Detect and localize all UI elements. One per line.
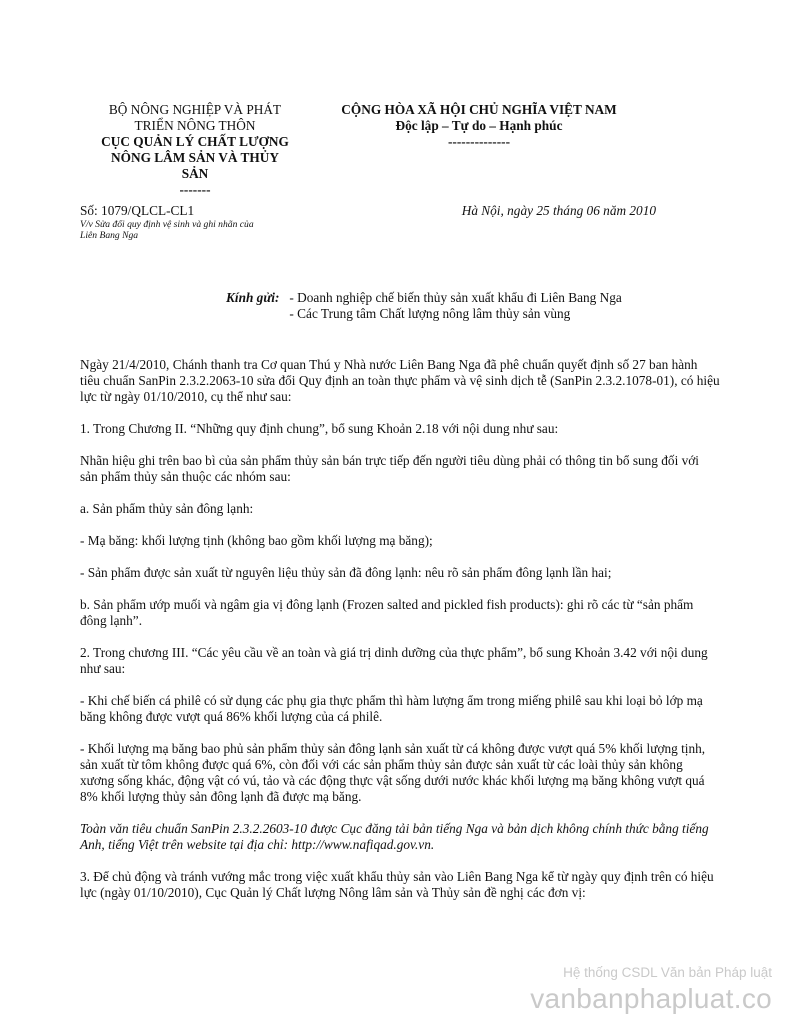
national-motto: Độc lập – Tự do – Hạnh phúc [395,118,563,133]
body-paragraph: - Sản phẩm được sản xuất từ nguyên liệu thủy sản đã đông lạnh: nêu rõ sản phẩm đông lạnh lần hai; [80,565,612,580]
recipients-block [226,290,622,322]
recipient-item: - Các Trung tâm Chất lượng nông lâm thủy sản vùng [289,306,571,321]
body-paragraph: a. Sản phẩm thủy sản đông lạnh: [80,501,254,516]
agency-name-line2: NÔNG LÂM SẢN VÀ THỦY [111,150,279,165]
body-paragraph: - Khối lượng mạ băng bao phủ sản phẩm thủy sản đông lạnh sản xuất từ cá không được vượt quá 5% khối lượng tịnh, sản xuất từ tôm không được quá 6%, còn đối với các sản phẩm thủy sản được sản xuất từ các loài thủy sản không xương sống khác, động vật có vú, tảo và các động thực vật sống dưới nước khác khối lượng mạ băng không vượt quá 8% khối lượng thủy sản đông lạnh đã được mạ băng. [80,741,706,804]
subject-line1: V/v Sửa đổi quy định vệ sinh và ghi nhãn của [80,219,254,230]
country-name: CỘNG HÒA XÃ HỘI CHỦ NGHĨA VIỆT NAM [341,102,617,117]
recipients-label: Kính gửi: [226,290,280,305]
watermark [530,964,772,1016]
ministry-name-line1: BỘ NÔNG NGHIỆP VÀ PHÁT [108,102,282,117]
body-paragraph: 2. Trong chương III. “Các yêu cầu về an toàn và giá trị dinh dưỡng của thực phẩm”, bổ sung Khoản 3.42 với nội dung như sau: [80,645,708,676]
body-paragraph: - Mạ băng: khối lượng tịnh (không bao gồm khối lượng mạ băng); [80,533,433,548]
document-number: Số: 1079/QLCL-CL1 [80,203,195,218]
recipients-label-spacer [226,306,289,322]
left-header-separator: ------- [179,182,211,197]
watermark-line2: vanbanphapluat.co [530,983,772,1014]
document-number-block [80,203,320,241]
recipient-item: - Doanh nghiệp chế biến thủy sản xuất khẩu đi Liên Bang Nga [289,290,622,305]
issue-date: Hà Nội, ngày 25 tháng 06 năm 2010 [461,203,656,218]
watermark-line1: Hệ thống CSDL Văn bản Pháp luật [563,965,772,980]
agency-name-line1: CỤC QUẢN LÝ CHẤT LƯỢNG [101,134,289,149]
agency-name-line3: SẢN [181,166,209,181]
ministry-name-line2: TRIỂN NÔNG THÔN [134,118,256,133]
document-body [80,357,720,917]
body-paragraph: Ngày 21/4/2010, Chánh thanh tra Cơ quan Thú y Nhà nước Liên Bang Nga đã phê chuẩn quyết định số 27 ban hành tiêu chuẩn SanPin 2.3.2.2063-10 sửa đổi Quy định an toàn thực phẩm và vệ sinh dịch tễ (SanPin 2.3.2.1078-01), có hiệu lực từ ngày 01/10/2010, cụ thể như sau: [80,357,720,404]
body-paragraph: b. Sản phẩm ướp muối và ngâm gia vị đông lạnh (Frozen salted and pickled fish products): ghi rõ các từ “sản phẩm đông lạnh”. [80,597,694,628]
issuing-agency-block [92,102,298,198]
body-paragraph: 3. Để chủ động và tránh vướng mắc trong việc xuất khẩu thủy sản vào Liên Bang Nga kể từ ngày quy định trên có hiệu lực (ngày 01/10/2010), Cục Quản lý Chất lượng Nông lâm sản và Thủy sản đề nghị các đơn vị: [80,869,714,900]
right-header-separator: -------------- [448,134,510,149]
body-paragraph-note: Toàn văn tiêu chuẩn SanPin 2.3.2.2603-10 được Cục đăng tải bản tiếng Nga và bản dịch không chính thức bằng tiếng Anh, tiếng Việt trên website tại địa chỉ: http://www.nafiqad.gov.vn. [80,821,709,852]
body-paragraph: 1. Trong Chương II. “Những quy định chung”, bổ sung Khoản 2.18 với nội dung như sau: [80,421,559,436]
body-paragraph: - Khi chế biến cá philê có sử dụng các phụ gia thực phẩm thì hàm lượng ẩm trong miếng philê sau khi loại bỏ lớp mạ băng không được vượt quá 86% khối lượng của cá philê. [80,693,703,724]
subject-line2: Liên Bang Nga [80,230,139,241]
national-title-block [318,102,640,150]
body-paragraph: Nhãn hiệu ghi trên bao bì của sản phẩm thủy sản bán trực tiếp đến người tiêu dùng phải có thông tin bổ sung đối với sản phẩm thủy sản thuộc các nhóm sau: [80,453,699,484]
recipients-table [226,290,622,322]
